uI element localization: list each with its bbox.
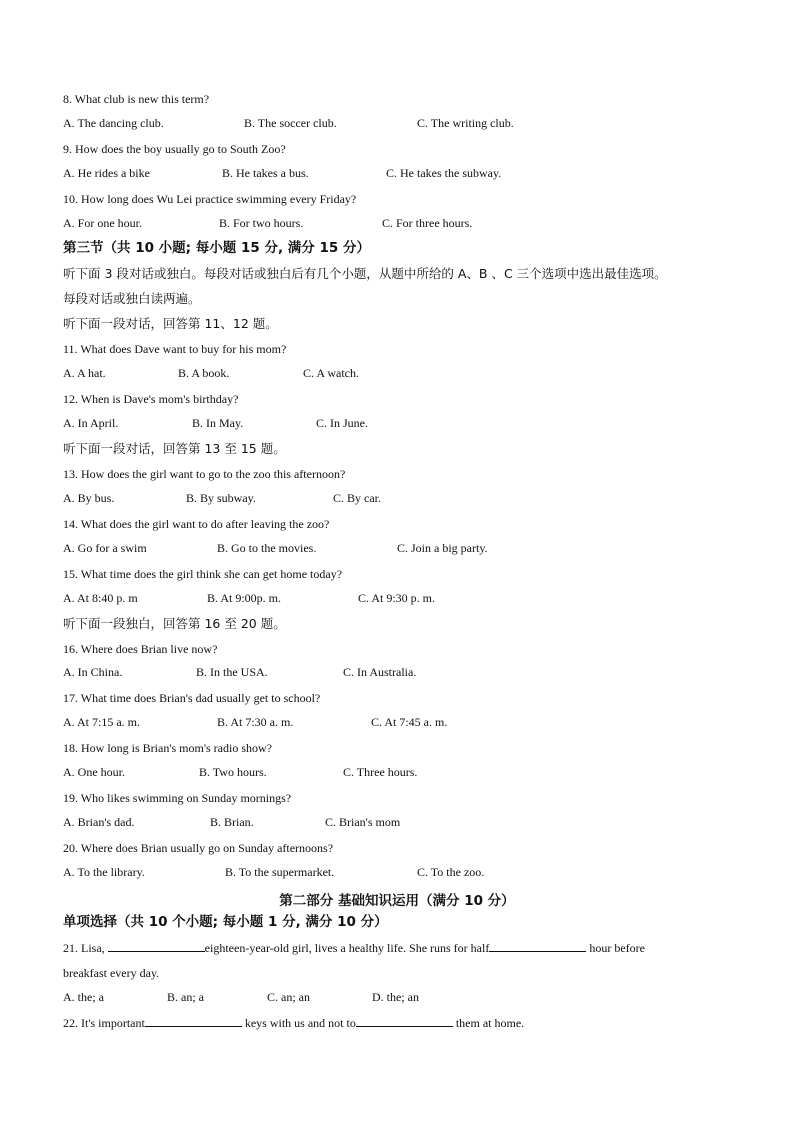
- question-22: [63, 1015, 524, 1031]
- monologue-prompt: 听下面一段独白，回答第 16 至 20 题。: [63, 616, 286, 631]
- q19-option-a: A. Brian's dad.: [63, 815, 135, 829]
- q13-option-b: B. By subway.: [186, 491, 256, 505]
- q20-option-c: C. To the zoo.: [417, 865, 485, 879]
- dialogue-prompt-1: 听下面一段对话，回答第 11、12 题。: [63, 316, 278, 331]
- q15-option-b: B. At 9:00p. m.: [207, 591, 282, 605]
- q21-option-a: A. the; a: [63, 990, 104, 1004]
- q10-option-c: C. For three hours.: [382, 216, 473, 230]
- q21-option-c: C. an; an: [267, 990, 310, 1004]
- q19-option-c: C. Brian's mom: [325, 815, 401, 829]
- question-17: 17. What time does Brian's dad usually get to school?: [63, 691, 321, 705]
- q17-option-b: B. At 7:30 a. m.: [217, 715, 294, 729]
- dialogue-prompt-2: 听下面一段对话，回答第 13 至 15 题。: [63, 441, 286, 456]
- q21-blank-1: [108, 940, 205, 952]
- question-20: 20. Where does Brian usually go on Sunday afternoons?: [63, 841, 334, 855]
- q18-option-c: C. Three hours.: [343, 765, 418, 779]
- part-2-title: 第二部分 基础知识运用（满分 10 分）: [279, 893, 515, 909]
- q22-text-3: them at home.: [452, 1016, 525, 1030]
- q16-option-b: B. In the USA.: [196, 665, 268, 679]
- question-8: 8. What club is new this term?: [63, 92, 210, 106]
- q14-option-a: A. Go for a swim: [63, 541, 147, 555]
- q18-option-a: A. One hour.: [63, 765, 125, 779]
- q22-text-1: 22. It's important: [63, 1016, 145, 1030]
- question-21: [63, 940, 645, 956]
- q22-blank-1: [145, 1015, 242, 1027]
- question-16: 16. Where does Brian live now?: [63, 642, 218, 656]
- q15-option-a: A. At 8:40 p. m: [63, 591, 138, 605]
- q9-option-c: C. He takes the subway.: [386, 166, 502, 180]
- question-19: 19. Who likes swimming on Sunday mornings?: [63, 791, 292, 805]
- q21-blank-2: [489, 940, 586, 952]
- section-3-instruction-1: 听下面 3 段对话或独白。每段对话或独白后有几个小题，从题中所给的 A、B 、C 三个选项中选出最佳选项。: [63, 266, 667, 281]
- q13-option-a: A. By bus.: [63, 491, 115, 505]
- question-12: 12. When is Dave's mom's birthday?: [63, 392, 239, 406]
- question-15: 15. What time does the girl think she can get home today?: [63, 567, 343, 581]
- q12-option-b: B. In May.: [192, 416, 244, 430]
- question-14: 14. What does the girl want to do after leaving the zoo?: [63, 517, 330, 531]
- section-3-instruction-2: 每段对话或独白读两遍。: [63, 291, 201, 306]
- q21-text-3: hour before: [586, 941, 645, 955]
- q14-option-c: C. Join a big party.: [397, 541, 488, 555]
- q18-option-b: B. Two hours.: [199, 765, 267, 779]
- q9-option-a: A. He rides a bike: [63, 166, 150, 180]
- q10-option-b: B. For two hours.: [219, 216, 304, 230]
- q11-option-c: C. A watch.: [303, 366, 359, 380]
- q8-option-a: A. The dancing club.: [63, 116, 164, 130]
- q20-option-a: A. To the library.: [63, 865, 145, 879]
- q19-option-b: B. Brian.: [210, 815, 254, 829]
- q17-option-c: C. At 7:45 a. m.: [371, 715, 448, 729]
- question-10: 10. How long does Wu Lei practice swimming every Friday?: [63, 192, 357, 206]
- q20-option-b: B. To the supermarket.: [225, 865, 335, 879]
- q11-option-b: B. A book.: [178, 366, 230, 380]
- q8-option-c: C. The writing club.: [417, 116, 514, 130]
- q17-option-a: A. At 7:15 a. m.: [63, 715, 140, 729]
- q21-option-d: D. the; an: [372, 990, 419, 1004]
- q12-option-a: A. In April.: [63, 416, 119, 430]
- q14-option-b: B. Go to the movies.: [217, 541, 317, 555]
- question-11: 11. What does Dave want to buy for his mom?: [63, 342, 287, 356]
- q10-option-a: A. For one hour.: [63, 216, 142, 230]
- q8-option-b: B. The soccer club.: [244, 116, 337, 130]
- q16-option-c: C. In Australia.: [343, 665, 417, 679]
- q22-blank-2: [356, 1015, 453, 1027]
- q12-option-c: C. In June.: [316, 416, 368, 430]
- question-13: 13. How does the girl want to go to the zoo this afternoon?: [63, 467, 346, 481]
- q16-option-a: A. In China.: [63, 665, 123, 679]
- q21-text-2: eighteen-year-old girl, lives a healthy life. She runs for half: [204, 941, 490, 955]
- q21-text-1: 21. Lisa,: [63, 941, 108, 955]
- q21-option-b: B. an; a: [167, 990, 204, 1004]
- multiple-choice-heading: 单项选择（共 10 个小题; 每小题 1 分, 满分 10 分）: [63, 914, 388, 930]
- q15-option-c: C. At 9:30 p. m.: [358, 591, 436, 605]
- q13-option-c: C. By car.: [333, 491, 381, 505]
- question-18: 18. How long is Brian's mom's radio show?: [63, 741, 272, 755]
- q11-option-a: A. A hat.: [63, 366, 106, 380]
- section-3-title: 第三节（共 10 小题; 每小题 15 分, 满分 15 分）: [63, 240, 370, 256]
- q22-text-2: keys with us and not to: [241, 1016, 356, 1030]
- question-9: 9. How does the boy usually go to South Zoo?: [63, 142, 286, 156]
- q9-option-b: B. He takes a bus.: [222, 166, 309, 180]
- question-21-line-2: breakfast every day.: [63, 966, 160, 980]
